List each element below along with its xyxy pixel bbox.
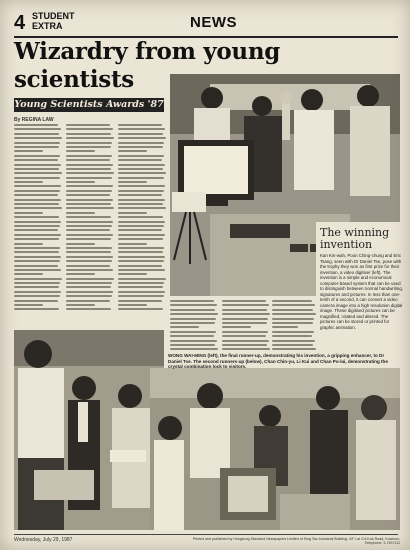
text-line bbox=[66, 124, 110, 126]
footer-date: Wednesday, July 29, 1987 bbox=[14, 537, 73, 543]
text-line bbox=[118, 278, 166, 280]
text-line bbox=[66, 207, 114, 209]
text-line bbox=[118, 142, 164, 144]
text-line bbox=[14, 251, 59, 253]
text-line bbox=[118, 212, 147, 214]
text-line bbox=[66, 194, 110, 196]
text-line bbox=[170, 335, 214, 337]
demonstration-photo-left bbox=[14, 330, 164, 530]
text-line bbox=[66, 247, 112, 249]
text-line bbox=[118, 124, 162, 126]
text-line bbox=[118, 155, 164, 157]
text-line bbox=[118, 269, 165, 271]
text-line bbox=[272, 348, 316, 350]
text-line bbox=[222, 313, 270, 315]
text-line bbox=[14, 278, 62, 280]
text-line bbox=[14, 216, 59, 218]
text-line bbox=[272, 326, 298, 328]
text-line bbox=[170, 326, 199, 328]
text-line bbox=[66, 304, 95, 306]
text-line bbox=[14, 212, 43, 214]
article-column-6 bbox=[272, 300, 316, 353]
text-line bbox=[14, 146, 59, 148]
text-line bbox=[222, 318, 268, 320]
text-line bbox=[118, 146, 163, 148]
text-line bbox=[66, 216, 111, 218]
text-line bbox=[14, 295, 60, 297]
text-line bbox=[66, 308, 111, 310]
text-line bbox=[14, 304, 43, 306]
text-line bbox=[118, 282, 164, 284]
text-line bbox=[170, 304, 217, 306]
text-line bbox=[14, 207, 62, 209]
text-line bbox=[118, 273, 147, 275]
text-line bbox=[66, 243, 95, 245]
text-line bbox=[118, 221, 165, 223]
text-line bbox=[118, 185, 165, 187]
text-line bbox=[14, 282, 60, 284]
text-line bbox=[118, 199, 165, 201]
text-line bbox=[118, 137, 166, 139]
text-line bbox=[14, 300, 58, 302]
text-line bbox=[222, 304, 269, 306]
text-line bbox=[170, 300, 214, 302]
text-line bbox=[14, 265, 58, 267]
text-line bbox=[14, 190, 60, 192]
text-line bbox=[66, 133, 111, 135]
text-line bbox=[14, 150, 43, 152]
text-line bbox=[14, 247, 60, 249]
text-line bbox=[170, 322, 215, 324]
text-line bbox=[222, 331, 268, 333]
text-line bbox=[66, 168, 111, 170]
text-line bbox=[118, 194, 162, 196]
text-line bbox=[66, 286, 111, 288]
text-line bbox=[66, 234, 113, 236]
text-line bbox=[118, 295, 164, 297]
text-line bbox=[118, 291, 165, 293]
text-line bbox=[14, 172, 62, 174]
text-line bbox=[118, 234, 165, 236]
text-line bbox=[118, 128, 165, 130]
byline: By REGINA LAW bbox=[14, 117, 54, 123]
article-column-1 bbox=[14, 124, 62, 313]
text-line bbox=[222, 326, 251, 328]
text-line bbox=[66, 172, 114, 174]
text-line bbox=[170, 344, 215, 346]
text-line bbox=[272, 335, 312, 337]
text-line bbox=[118, 216, 163, 218]
text-line bbox=[14, 221, 61, 223]
text-line bbox=[14, 291, 61, 293]
demonstration-photo-right bbox=[150, 368, 400, 530]
text-line bbox=[222, 340, 269, 342]
text-line bbox=[170, 340, 217, 342]
text-line bbox=[14, 286, 59, 288]
text-line bbox=[66, 181, 95, 183]
text-line bbox=[66, 295, 112, 297]
text-line bbox=[66, 269, 113, 271]
bottom-photo-caption: WONG WAI-MING (left), the final runner-up, demonstrating his invention, a gripping enhancer, to Dr Daniel Tse. The second runners-up (below), Chan Chin-yu, Li Kui and Chan Po-lai, demonstrating the crystal combination lock to visitors. bbox=[168, 353, 388, 370]
text-line bbox=[118, 308, 163, 310]
text-line bbox=[118, 133, 163, 135]
text-line bbox=[118, 225, 164, 227]
text-line bbox=[118, 238, 163, 240]
text-line bbox=[118, 286, 163, 288]
text-line bbox=[170, 348, 218, 350]
top-photo-caption-text: Kan Kin-wah, Poon Ching-chung and Eric Tsang, seen with Dr Daniel Tse, pose with the trophy they won as first prize for their invention, a video digitiser (left). The invention is a simple and economical computer-based system that can be used to distinguish between normal handwriting, signatures and pictures. In less than one-tenth of a second, it can convert a video camera image into a high resolution digital image. These digitised pictures can be magnified, rotated and altered. The pictures can be stored or printed for graphic animation. bbox=[320, 253, 403, 330]
text-line bbox=[222, 322, 267, 324]
text-line bbox=[118, 260, 164, 262]
text-line bbox=[118, 207, 166, 209]
text-line bbox=[14, 142, 60, 144]
text-line bbox=[66, 155, 112, 157]
text-line bbox=[14, 256, 61, 258]
article-column-3 bbox=[118, 124, 166, 313]
text-line bbox=[272, 322, 313, 324]
text-line bbox=[14, 229, 58, 231]
text-line bbox=[118, 247, 164, 249]
award-banner: Young Scientists Awards '87 bbox=[14, 99, 164, 110]
page-header bbox=[14, 8, 398, 38]
text-line bbox=[170, 331, 216, 333]
footer-imprint: Printed and published by Hongkong Standard Newspapers Limited of Sing Tao Industrial Building, 4/F Lai Chi Kok Road, Kowloon, Telephone: 3-7457111 bbox=[192, 537, 400, 545]
page-number: 4 bbox=[14, 12, 26, 34]
text-line bbox=[14, 234, 61, 236]
text-line bbox=[66, 146, 111, 148]
text-line bbox=[66, 177, 112, 179]
text-line bbox=[118, 243, 147, 245]
text-line bbox=[222, 335, 266, 337]
text-line bbox=[14, 203, 59, 205]
section-label: STUDENT EXTRA bbox=[32, 11, 75, 31]
text-line bbox=[66, 190, 112, 192]
text-line bbox=[170, 318, 216, 320]
top-photo-caption-title: The winning invention bbox=[320, 226, 390, 251]
text-line bbox=[14, 133, 59, 135]
article-column-4 bbox=[170, 300, 218, 353]
text-line bbox=[66, 203, 111, 205]
text-line bbox=[66, 128, 113, 130]
text-line bbox=[14, 243, 43, 245]
text-line bbox=[66, 185, 113, 187]
text-line bbox=[118, 229, 162, 231]
text-line bbox=[272, 344, 313, 346]
text-line bbox=[66, 142, 112, 144]
text-line bbox=[66, 199, 113, 201]
headline: Wizardry from young scientists bbox=[14, 38, 281, 93]
text-line bbox=[118, 159, 162, 161]
text-line bbox=[66, 260, 112, 262]
text-line bbox=[272, 304, 315, 306]
text-line bbox=[66, 300, 110, 302]
text-line bbox=[14, 159, 58, 161]
text-line bbox=[170, 313, 218, 315]
text-line bbox=[222, 309, 267, 311]
text-line bbox=[118, 190, 164, 192]
text-line bbox=[66, 273, 95, 275]
text-line bbox=[118, 304, 147, 306]
text-line bbox=[66, 225, 112, 227]
article-column-2 bbox=[66, 124, 114, 313]
text-line bbox=[14, 185, 61, 187]
text-line bbox=[14, 155, 60, 157]
text-line bbox=[118, 150, 147, 152]
text-line bbox=[272, 309, 313, 311]
text-line bbox=[118, 181, 147, 183]
text-line bbox=[272, 300, 312, 302]
text-line bbox=[14, 181, 43, 183]
text-line bbox=[14, 238, 59, 240]
text-line bbox=[118, 177, 164, 179]
text-line bbox=[222, 344, 267, 346]
text-line bbox=[66, 164, 113, 166]
text-line bbox=[66, 221, 113, 223]
text-line bbox=[222, 300, 266, 302]
text-line bbox=[66, 291, 113, 293]
text-line bbox=[272, 331, 314, 333]
text-line bbox=[14, 124, 58, 126]
text-line bbox=[66, 251, 111, 253]
text-line bbox=[66, 278, 114, 280]
article-column-5 bbox=[222, 300, 270, 353]
text-line bbox=[14, 194, 58, 196]
text-line bbox=[14, 128, 61, 130]
text-line bbox=[66, 150, 95, 152]
text-line bbox=[66, 159, 110, 161]
text-line bbox=[14, 164, 61, 166]
text-line bbox=[118, 251, 163, 253]
text-line bbox=[14, 177, 60, 179]
text-line bbox=[66, 137, 114, 139]
text-line bbox=[118, 203, 163, 205]
text-line bbox=[14, 137, 62, 139]
footer-rule bbox=[14, 534, 398, 535]
text-line bbox=[14, 168, 59, 170]
text-line bbox=[66, 229, 110, 231]
text-line bbox=[118, 172, 166, 174]
text-line bbox=[118, 265, 162, 267]
text-line bbox=[272, 313, 316, 315]
text-line bbox=[118, 164, 165, 166]
section-news-label: NEWS bbox=[190, 14, 237, 31]
text-line bbox=[170, 309, 215, 311]
text-line bbox=[14, 308, 59, 310]
text-line bbox=[14, 273, 43, 275]
text-line bbox=[118, 256, 165, 258]
text-line bbox=[14, 199, 61, 201]
text-line bbox=[66, 212, 95, 214]
text-line bbox=[66, 265, 110, 267]
text-line bbox=[118, 168, 163, 170]
text-line bbox=[118, 300, 162, 302]
text-line bbox=[14, 269, 61, 271]
text-line bbox=[14, 260, 60, 262]
text-line bbox=[272, 340, 315, 342]
text-line bbox=[66, 282, 112, 284]
text-line bbox=[66, 256, 113, 258]
text-line bbox=[66, 238, 111, 240]
text-line bbox=[14, 225, 60, 227]
text-line bbox=[272, 318, 314, 320]
text-line bbox=[222, 348, 270, 350]
